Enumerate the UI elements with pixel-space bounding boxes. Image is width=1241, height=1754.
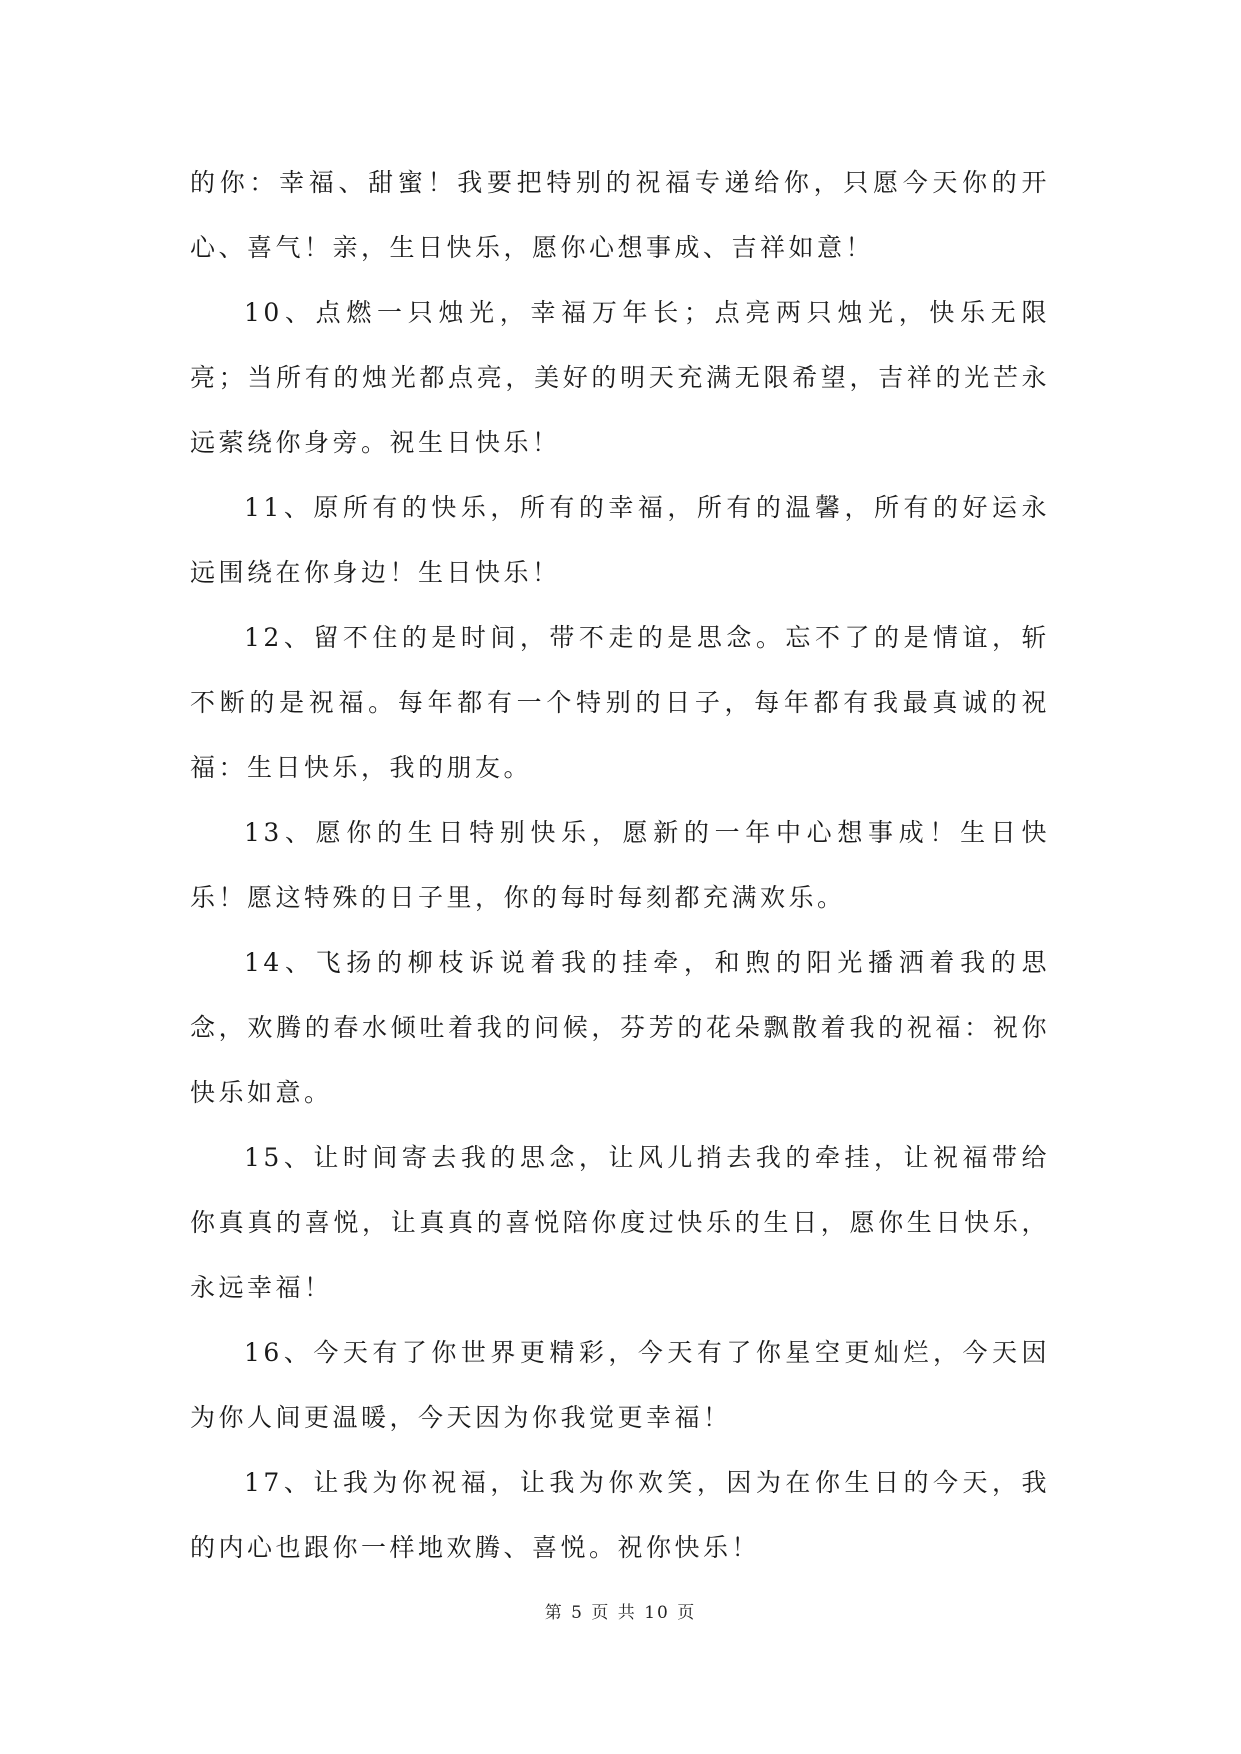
paragraph-item-11: 11、原所有的快乐，所有的幸福，所有的温馨，所有的好运永远围绕在你身边！生日快乐！ [190,493,1050,587]
paragraph-item-14: 14、飞扬的柳枝诉说着我的挂牵，和煦的阳光播洒着我的思念，欢腾的春水倾吐着我的问候，芬芳的花朵飘散着我的祝福：祝你快乐如意。 [190,948,1050,1107]
paragraph-item-10: 10、点燃一只烛光，幸福万年长；点亮两只烛光，快乐无限亮；当所有的烛光都点亮，美好的明天充满无限希望，吉祥的光芒永远萦绕你身旁。祝生日快乐！ [190,298,1050,457]
document-body [190,150,1050,1580]
paragraph-item-17: 17、让我为你祝福，让我为你欢笑，因为在你生日的今天，我的内心也跟你一样地欢腾、喜悦。祝你快乐！ [190,1468,1050,1562]
paragraph-item-16: 16、今天有了你世界更精彩，今天有了你星空更灿烂，今天因为你人间更温暖，今天因为你我觉更幸福！ [190,1338,1050,1432]
paragraph-item-15: 15、让时间寄去我的思念，让风儿捎去我的牵挂，让祝福带给你真真的喜悦，让真真的喜悦陪你度过快乐的生日，愿你生日快乐，永远幸福！ [190,1143,1050,1302]
paragraph-continued: 的你：幸福、甜蜜！我要把特别的祝福专递给你，只愿今天你的开心、喜气！亲，生日快乐，愿你心想事成、吉祥如意！ [190,168,1050,262]
page-number-footer: 第 5 页 共 10 页 [544,1603,697,1623]
paragraph-item-13: 13、愿你的生日特别快乐，愿新的一年中心想事成！生日快乐！愿这特殊的日子里，你的每时每刻都充满欢乐。 [190,818,1050,912]
paragraph-item-12: 12、留不住的是时间，带不走的是思念。忘不了的是情谊，斩不断的是祝福。每年都有一个特别的日子，每年都有我最真诚的祝福：生日快乐，我的朋友。 [190,623,1050,782]
